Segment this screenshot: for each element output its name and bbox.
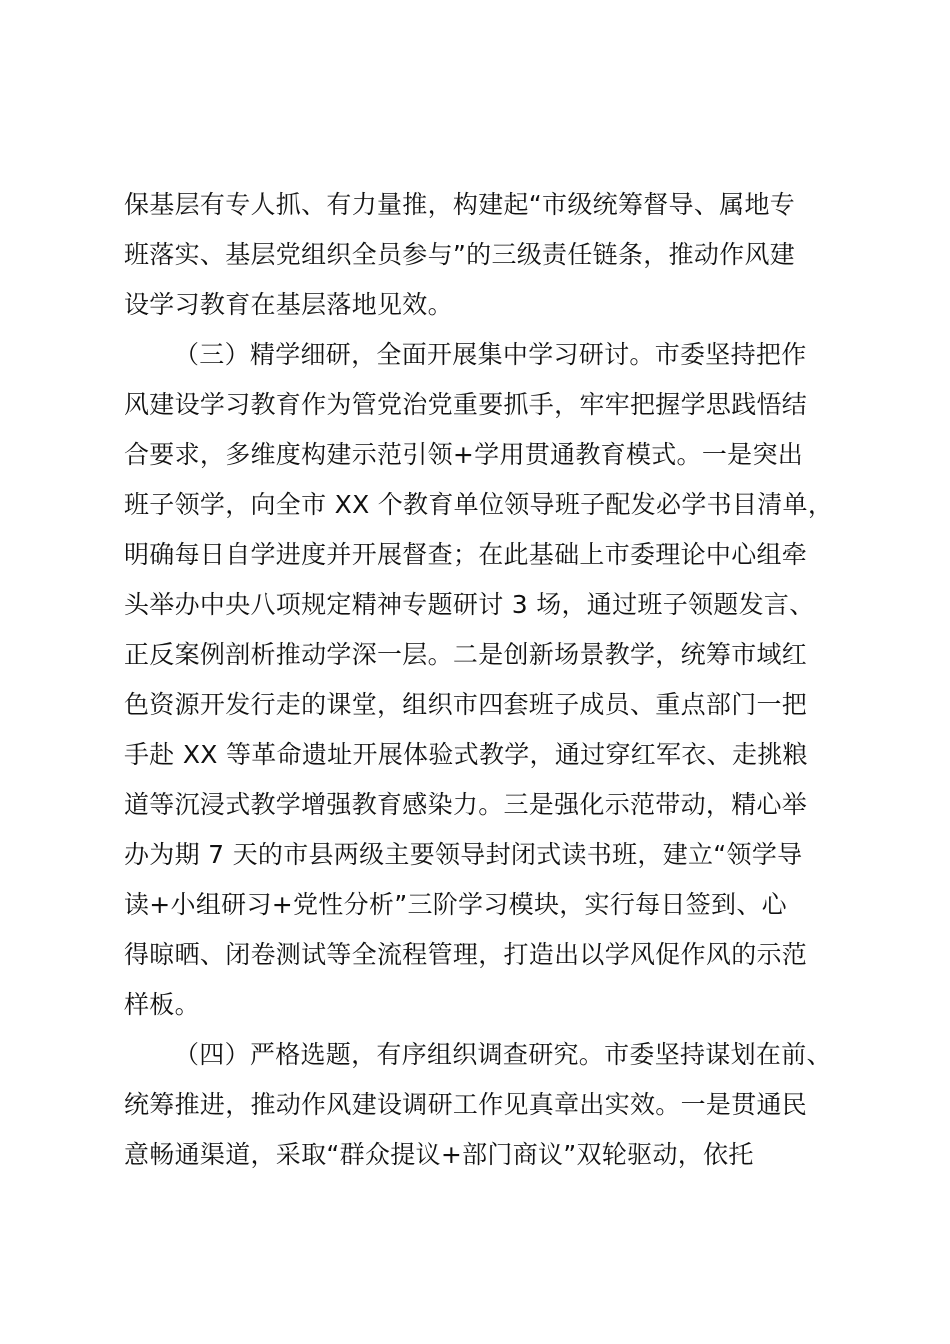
text-line: 意畅通渠道，采取“群众提议+部门商议”双轮驱动，依托 — [124, 1140, 754, 1169]
text-line: 正反案例剖析推动学深一层。二是创新场景教学，统筹市域红 — [124, 640, 808, 669]
document-body — [124, 180, 844, 1180]
text-line: 保基层有专人抓、有力量推，构建起“市级统筹督导、属地专 — [124, 190, 796, 219]
text-line: 统筹推进，推动作风建设调研工作见真章出实效。一是贯通民 — [124, 1090, 808, 1119]
text-line: 设学习教育在基层落地见效。 — [124, 290, 453, 319]
text-line: 班子领学，向全市 XX 个教育单位领导班子配发必学书目清单， — [124, 490, 834, 519]
text-line: 色资源开发行走的课堂，组织市四套班子成员、重点部门一把 — [124, 690, 808, 719]
text-line: 明确每日自学进度并开展督查；在此基础上市委理论中心组牵 — [124, 540, 808, 569]
text-line: 风建设学习教育作为管党治党重要抓手，牢牢把握学思践悟结 — [124, 390, 808, 419]
section-heading-line: （四）严格选题，有序组织调查研究。市委坚持谋划在前、 — [174, 1040, 832, 1069]
text-line: 班落实、基层党组织全员参与”的三级责任链条，推动作风建 — [124, 240, 796, 269]
text-line: 道等沉浸式教学增强教育感染力。三是强化示范带动，精心举 — [124, 790, 808, 819]
section-heading-line: （三）精学细研，全面开展集中学习研讨。市委坚持把作 — [174, 340, 807, 369]
text-line: 合要求，多维度构建示范引领+学用贯通教育模式。一是突出 — [124, 440, 804, 469]
text-line: 读+小组研习+党性分析”三阶学习模块，实行每日签到、心 — [124, 890, 787, 919]
text-line: 样板。 — [124, 990, 200, 1019]
text-line: 头举办中央八项规定精神专题研讨 3 场，通过班子领题发言、 — [124, 590, 815, 619]
text-line: 得晾晒、闭卷测试等全流程管理，打造出以学风促作风的示范 — [124, 940, 808, 969]
text-line: 手赴 XX 等革命遗址开展体验式教学，通过穿红军衣、走挑粮 — [124, 740, 808, 769]
text-line: 办为期 7 天的市县两级主要领导封闭式读书班，建立“领学导 — [124, 840, 803, 869]
